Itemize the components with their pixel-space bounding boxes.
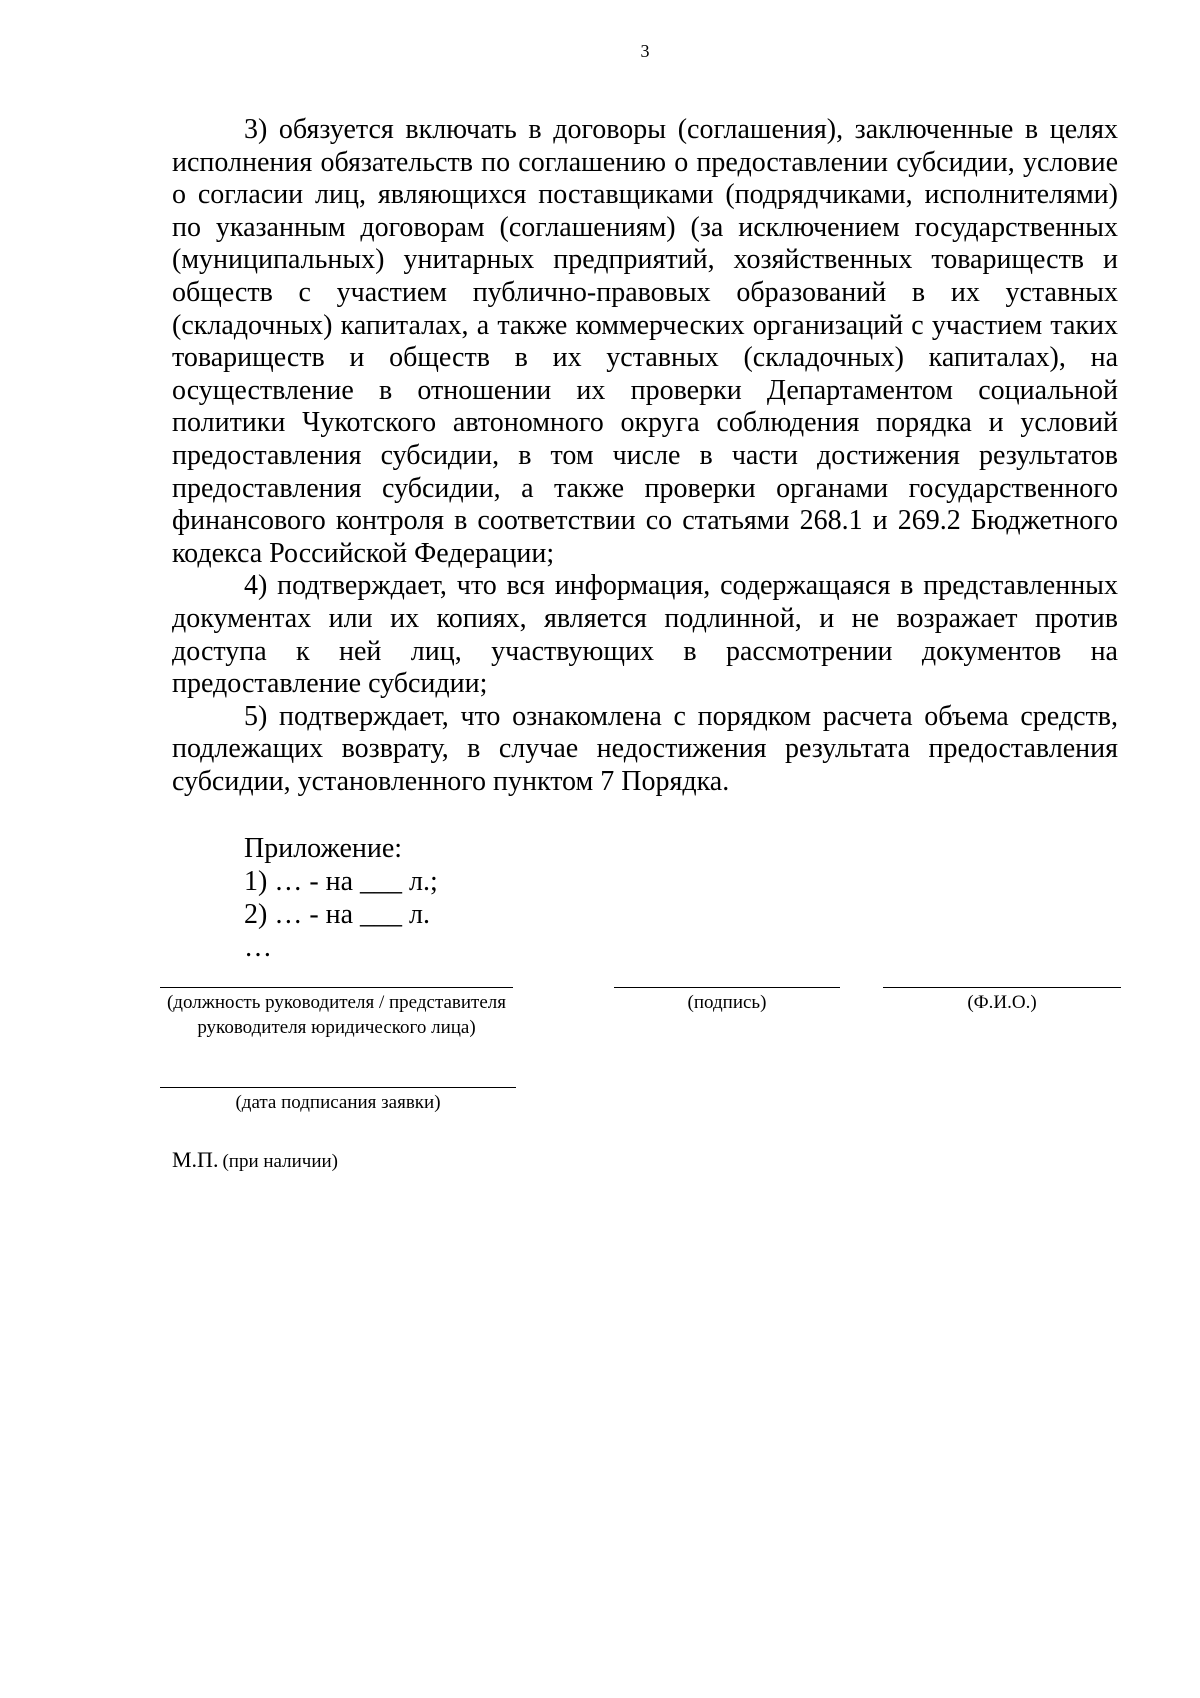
paragraph-item-3: 3) обязуется включать в договоры (соглашения), заключенные в целях исполнения обязательств по соглашению о предоставлении субсидии, условие о согласии лиц, являющихся поставщиками (подрядчиками, исполнителями) по указанным договорам (соглашениям) (за исключением государственных (муниципальных) унитарных предприятий, хозяйственных товариществ и обществ с участием публично-правовых образований в их уставных (складочных) капиталах, а также коммерческих организаций с участием таких товариществ и обществ в их уставных (складочных) капиталах), на осуществление в отношении их проверки Департаментом социальной политики Чукотского автономного округа соблюдения порядка и условий предоставления субсидии, в том числе в части достижения результатов предоставления субсидии, а также проверки органами государственного финансового контроля в соответствии со статьями 268.1 и 269.2 Бюджетного кодекса Российской Федерации;	[172, 114, 1118, 569]
signature-line	[614, 987, 840, 988]
paragraph-item-5: 5) подтверждает, что ознакомлена с порядком расчета объема средств, подлежащих возврату, в случае недостижения результата предоставления субсидии, установленного пунктом 7 Порядка.	[172, 700, 1118, 797]
position-signature-field	[160, 987, 513, 1040]
date-field	[160, 1087, 516, 1115]
stamp-placeholder	[172, 1147, 338, 1173]
application-body	[172, 114, 1118, 798]
appendix-title: Приложение:	[244, 833, 403, 864]
paragraph-item-4: 4) подтверждает, что вся информация, содержащаяся в представленных документах или их копиях, является подлинной, и не возражает против доступа к ней лиц, участвующих в рассмотрении документов на предоставление субсидии;	[172, 570, 1118, 700]
signature-line	[160, 987, 513, 988]
page-number: 3	[640, 41, 650, 61]
position-caption: (должность руководителя / представителя руководителя юридического лица)	[166, 992, 507, 1038]
appendix-block	[244, 832, 438, 964]
appendix-ellipsis: …	[244, 932, 272, 963]
signature-field	[614, 987, 840, 1015]
date-caption: (дата подписания заявки)	[235, 1092, 441, 1113]
stamp-note: (при наличии)	[222, 1151, 339, 1172]
appendix-item: 1) … - на ___ л.;	[244, 866, 438, 897]
fio-field	[883, 987, 1121, 1015]
signature-line	[160, 1087, 516, 1088]
stamp-label: М.П.	[172, 1147, 219, 1172]
fio-caption: (Ф.И.О.)	[967, 992, 1037, 1013]
signature-line	[883, 987, 1121, 988]
signature-caption: (подпись)	[687, 992, 767, 1013]
appendix-item: 2) … - на ___ л.	[244, 899, 431, 930]
